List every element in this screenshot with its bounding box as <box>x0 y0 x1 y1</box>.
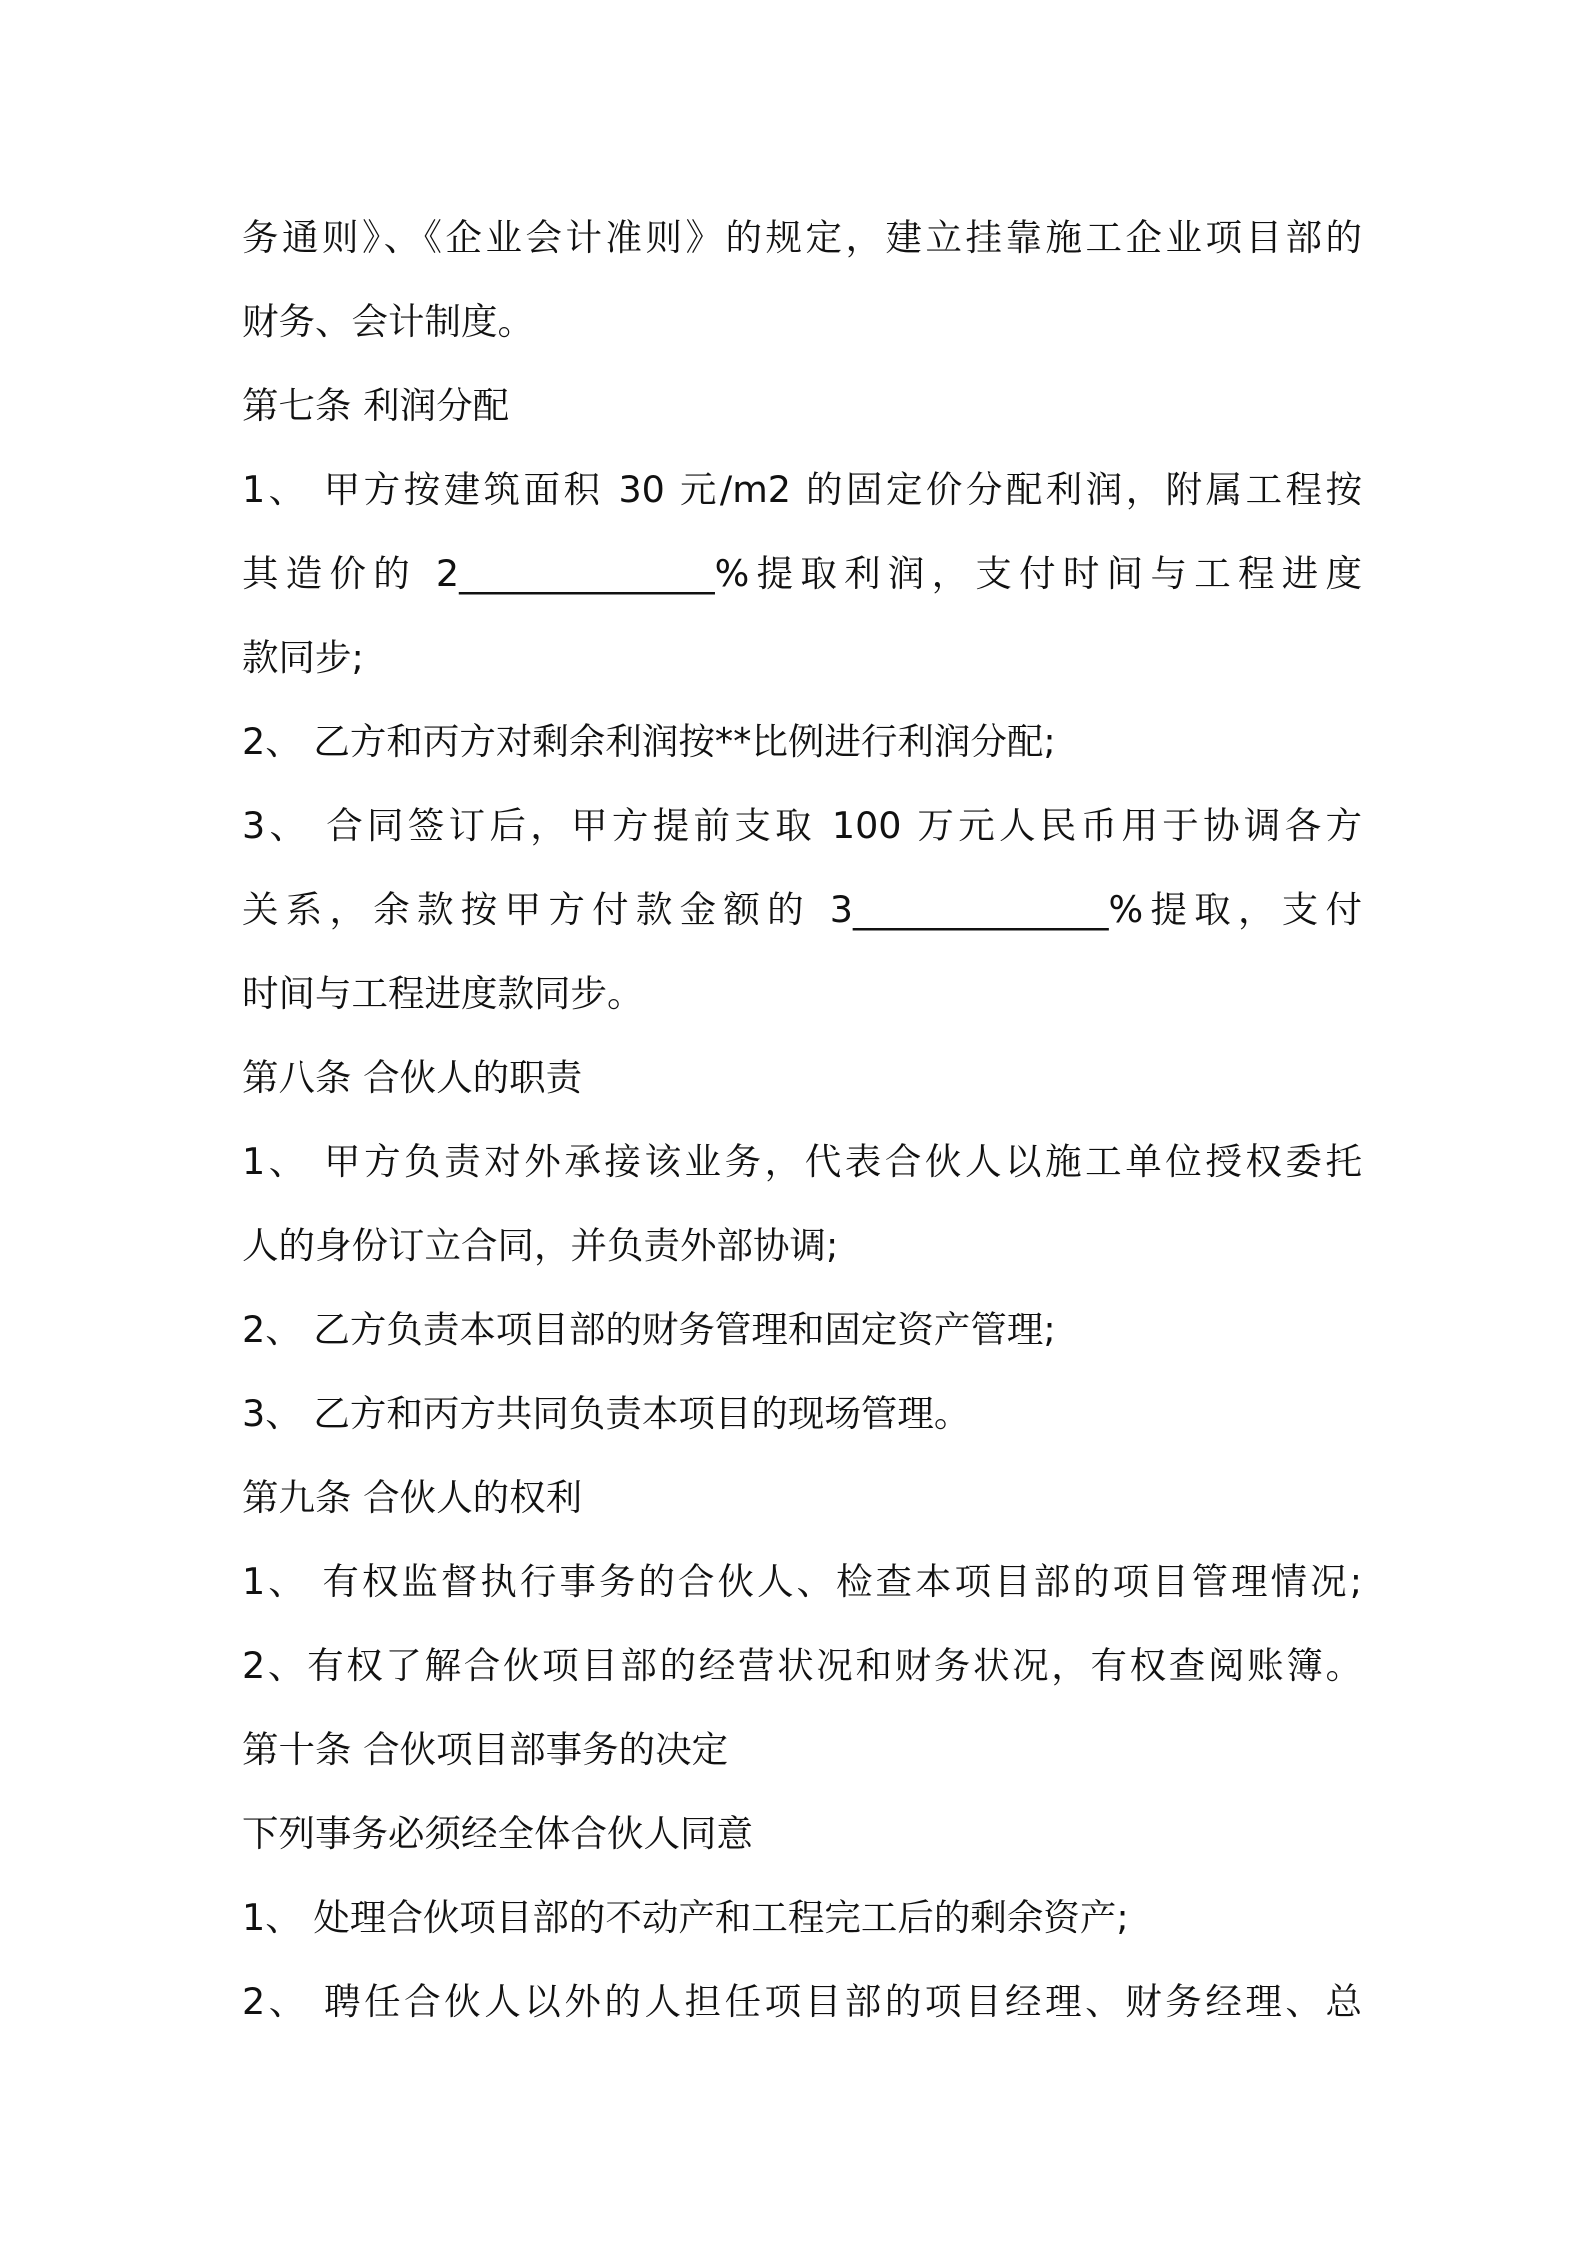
text-line: 3、 乙方和丙方共同负责本项目的现场管理。 <box>242 1392 971 1435</box>
text-line: 关系，余款按甲方付款金额的 3______________%提取，支付 <box>242 888 1362 931</box>
text-line: 时间与工程进度款同步。 <box>242 972 644 1015</box>
text-line: 1、 有权监督执行事务的合伙人、检查本项目部的项目管理情况; <box>242 1560 1362 1603</box>
text-line: 2、有权了解合伙项目部的经营状况和财务状况，有权查阅账簿。 <box>242 1644 1362 1687</box>
text-line: 1、 甲方按建筑面积 30 元/m2 的固定价分配利润，附属工程按 <box>242 468 1362 511</box>
text-line: 2、 乙方负责本项目部的财务管理和固定资产管理; <box>242 1308 1056 1351</box>
text-line: 务通则》、《企业会计准则》的规定，建立挂靠施工企业项目部的 <box>242 216 1362 259</box>
section-heading: 第九条 合伙人的权利 <box>242 1476 583 1519</box>
text-line: 财务、会计制度。 <box>242 300 534 343</box>
text-line: 人的身份订立合同，并负责外部协调; <box>242 1224 839 1267</box>
text-line: 下列事务必须经全体合伙人同意 <box>242 1812 753 1855</box>
section-heading: 第八条 合伙人的职责 <box>242 1056 583 1099</box>
document-body <box>242 196 1362 2044</box>
text-line: 款同步; <box>242 636 364 679</box>
section-heading: 第七条 利润分配 <box>242 384 510 427</box>
text-line: 2、 乙方和丙方对剩余利润按**比例进行利润分配; <box>242 720 1056 763</box>
text-line: 其造价的 2______________%提取利润，支付时间与工程进度 <box>242 552 1362 595</box>
section-heading: 第十条 合伙项目部事务的决定 <box>242 1728 729 1771</box>
text-line: 3、 合同签订后，甲方提前支取 100 万元人民币用于协调各方 <box>242 804 1362 847</box>
text-line: 1、 处理合伙项目部的不动产和工程完工后的剩余资产; <box>242 1896 1129 1939</box>
text-line: 1、 甲方负责对外承接该业务，代表合伙人以施工单位授权委托 <box>242 1140 1362 1183</box>
text-line: 2、 聘任合伙人以外的人担任项目部的项目经理、财务经理、总 <box>242 1980 1362 2023</box>
